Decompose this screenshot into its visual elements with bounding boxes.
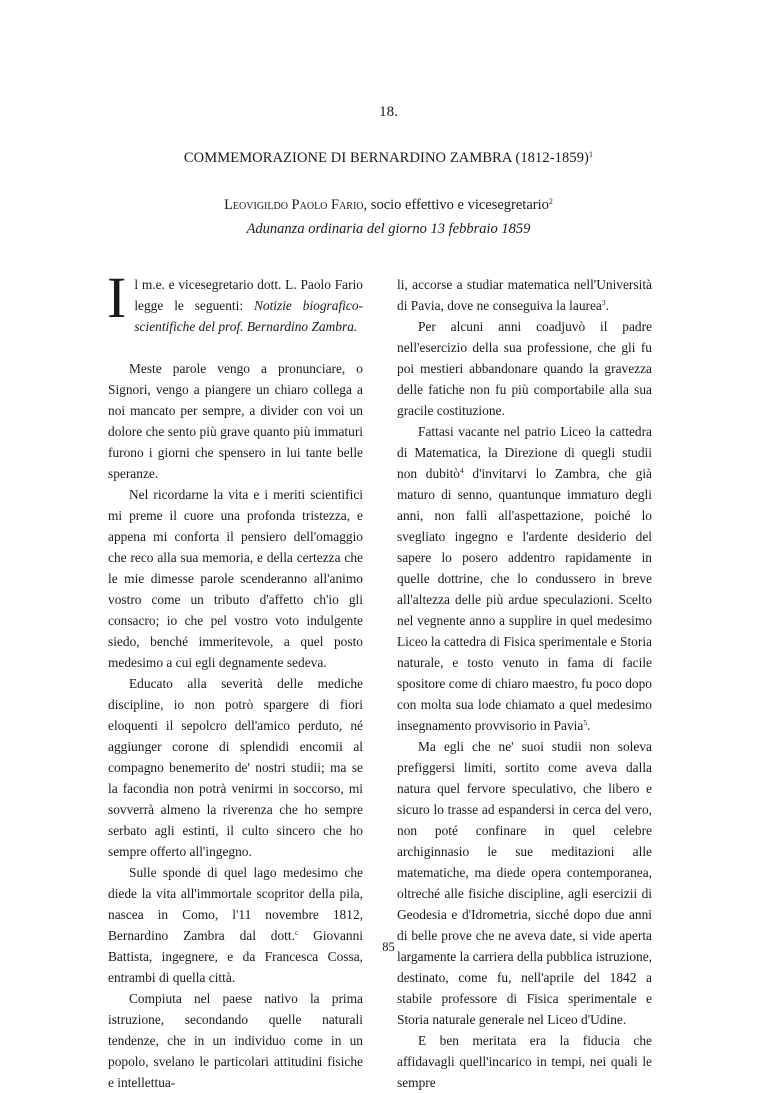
drop-cap: I xyxy=(107,265,127,330)
paragraph: Meste parole vengo a pronunciare, o Signori, vengo a piangere un chiaro collega a noi mancato per sempre, a divider con voi un dolore che sento più grave quanto più immaturi furono i giorni che spensero in lui tante belle speranze. xyxy=(108,361,363,481)
footnote-ref: 4 xyxy=(460,466,464,475)
paragraph: E ben meritata era la fiducia che affidavagli quell'incarico in tempi, nei quali le sempre xyxy=(397,1033,652,1090)
footnote-ref: c xyxy=(294,928,299,937)
text-run: Sulle sponde di quel lago medesimo che diede la vita all'immortale scopritor della pila, nascea in Como, l'11 novembre 1812, Bernardino Zambra dal dott. xyxy=(108,865,363,943)
text-run: . xyxy=(587,718,591,733)
paragraph: Compiuta nel paese nativo la prima istruzione, secondando quelle naturali tendenze, che in un individuo come in un popolo, svelano le particolari attitudini fisiche e intellettua- xyxy=(108,991,363,1090)
author-line xyxy=(0,197,777,214)
chapter-number: 18. xyxy=(379,104,398,120)
footnote-ref: 3 xyxy=(601,298,606,307)
author-role: , socio effettivo e vicesegretario xyxy=(363,197,549,213)
title-text: COMMEMORAZIONE DI BERNARDINO ZAMBRA xyxy=(183,150,512,166)
right-column xyxy=(397,274,652,1093)
page-number: 85 xyxy=(382,940,395,954)
session-line: Adunanza ordinaria del giorno 13 febbraio 1859 xyxy=(246,221,531,237)
text-run: . xyxy=(605,298,609,313)
paragraph xyxy=(397,274,652,316)
paragraph: Per alcuni anni coadjuvò il padre nell'esercizio della sua professione, che gli fu poi mestieri abbandonare quando la gravezza delle fatiche non fu più comportabile alla sua gracile costituzione. xyxy=(397,319,652,418)
paragraph xyxy=(108,862,363,988)
text-run: li, accorse a studiar matematica nell'Università di Pavia, dove ne conseguiva la laurea xyxy=(397,277,652,313)
title-footnote-ref: 1 xyxy=(588,150,594,159)
author-name: Leovigildo Paolo Fario xyxy=(224,197,364,213)
intro-text: l m.e. e vicesegretario dott. L. Paolo Fario legge le seguenti: xyxy=(134,277,363,313)
paragraph xyxy=(397,421,652,736)
text-run: d'invitarvi lo Zambra, che già maturo di senno, quantunque immaturo degli anni, non fallì all'aspettazione, poiché lo svegliato ingegno e l'ardente desiderio del sapere lo posero addentro rapidamente in quelle dottrine, che lo condussero in breve all'altezza delle più ardue speculazioni. Scelto nel vegnente anno a supplire in quel medesimo Liceo la cattedra di Fisica sperimentale e Storia naturale, e tosto venuto in fama di facile spositore come di chiaro maestro, fu poco dopo con molta sua lode chiamato a quel medesimo insegnamento provvisorio in Pavia xyxy=(397,466,652,733)
paragraph: Educato alla severità delle mediche discipline, io non potrò spargere di fiori eloquenti il sepolcro dell'amico perduto, né aggiunger corone di splendidi encomii al compagno benemerito de' nostri studii; ma se la facondia non potrà venirmi in soccorso, mi sovverrà almeno la riverenza che ho sempre serbato agli estinti, il culto sincero che ho sempre offerto all'ingegno. xyxy=(108,676,363,859)
intro-paragraph xyxy=(107,265,363,337)
text-run: Fattasi vacante nel patrio Liceo la cattedra di Matematica, la Direzione di quegli studii non dubitò xyxy=(397,424,652,481)
footnote-ref: 5 xyxy=(583,718,588,727)
article-title xyxy=(0,150,777,167)
title-years: (1812-1859) xyxy=(515,150,589,166)
paragraph: Ma egli che ne' suoi studii non soleva prefiggersi limiti, sortito come aveva dalla natura quel fervore speculativo, che libero e sicuro lo trasse ad espandersi in cerca del vero, non poté confinare in quel celebre archiginnasio le sue meditazioni alle matematiche, ma diede opera contemporanea, oltreché alle fisiche discipline, agli esercizii di Geodesia e d'Idrometria, sicché dopo due anni di belle prove che ne aveva date, si vide aperta largamente la carriera della pubblica istruzione, destinato, come fu, nell'aprile del 1842 a stabile professore di Fisica sperimentale e Storia naturale generale nel Liceo d'Udine. xyxy=(397,739,652,1027)
text-run: Giovanni Battista, ingegnere, e da Francesca Cossa, entrambi di quella città. xyxy=(108,928,363,985)
author-footnote-ref: 2 xyxy=(548,197,553,206)
paragraph: Nel ricordarne la vita e i meriti scientifici mi preme il cuore una profonda tristezza, e appena mi conforta il pensiero dell'omaggio che reco alla sua memoria, e della certezza che le mie dimesse parole scenderanno all'animo vostro come un tributo d'affetto ch'io gli consacro; io che pel vostro voto indulgente siedo, benché immeritevole, a quel posto medesimo a cui egli degnamente sedeva. xyxy=(108,487,363,670)
left-column xyxy=(107,265,363,1093)
intro-italic-title: Notizie biografico-scientifiche del prof. Bernardino Zambra. xyxy=(134,298,363,334)
